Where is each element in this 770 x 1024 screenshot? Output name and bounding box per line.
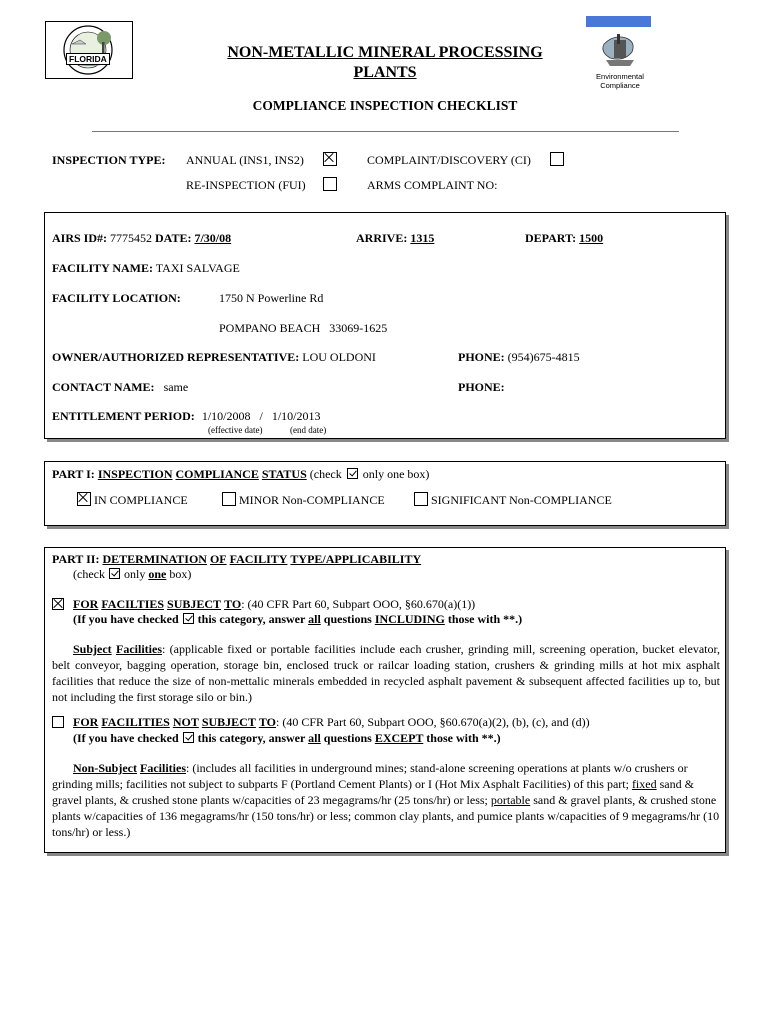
subject-instr-including: INCLUDING [374,612,445,626]
subject-instr-pre: (If you have checked [73,612,179,626]
subject-regulation-ref: : (40 CFR Part 60, Subpart OOO, §60.670(a)(1)) [241,597,476,611]
not-subject-word-1: FOR [73,715,99,729]
reinspection-option-label: RE-INSPECTION (FUI) [186,178,306,192]
phone-row [458,350,580,365]
nonsubject-word-2: Facilities [140,761,186,775]
facility-location-label: FACILITY LOCATION: [52,291,181,305]
airs-id-label: AIRS ID#: [52,231,108,245]
part2-check-pre: (check [73,567,105,581]
part1-title-word-1: INSPECTION [97,467,173,481]
minor-noncompliance-option[interactable] [222,492,385,508]
part1-title-word-3: STATUS [261,467,307,481]
complaint-checkbox-mark [550,152,564,166]
airs-id-row [52,231,231,246]
facility-address-line-1: 1750 N Powerline Rd [219,291,324,305]
in-compliance-label: IN COMPLIANCE [94,493,188,507]
owner-label: OWNER/AUTHORIZED REPRESENTATIVE: [52,350,300,364]
not-subject-word-3: NOT [172,715,199,729]
title-line-1: NON-METALLIC MINERAL PROCESSING [227,44,543,61]
contact-value: same [163,380,189,394]
end-date-note: (end date) [290,425,327,435]
subject-word-1: FOR [73,597,99,611]
not-subject-to-heading [73,715,590,730]
phone2-label: PHONE: [458,380,505,394]
minor-noncompliance-label: MINOR Non-COMPLIANCE [239,493,385,507]
subject-instr-questions: questions [323,612,372,626]
checkmark-icon [183,732,194,743]
inspection-type-label-text: INSPECTION TYPE: [52,153,166,167]
complaint-checkbox[interactable] [550,152,564,168]
florida-logo-label: FLORIDA [66,53,110,65]
date-label: DATE: [155,231,192,245]
subject-word-4: TO [224,597,242,611]
not-subject-word-5: TO [258,715,276,729]
not-subject-word-2: FACILITIES [101,715,170,729]
subject-instr-all: all [308,612,321,626]
part2-title-word-3: FACILITY [229,552,288,566]
part2-title-word-4: TYPE/APPLICABILITY [290,552,422,566]
header-divider [92,131,679,132]
not-subject-instr-end: those with **.) [426,731,501,745]
title-line-2: PLANTS [353,64,417,81]
logo-line-compliance: Compliance [600,81,640,90]
annual-checkbox-mark [323,152,337,166]
entitlement-start: 1/10/2008 [201,409,251,423]
in-compliance-option[interactable] [77,492,188,508]
reinspection-checkbox[interactable] [323,177,337,193]
date-value: 7/30/08 [194,231,232,245]
depart-value: 1500 [579,231,604,245]
depart-label: DEPART: [525,231,577,245]
not-subject-to-checkbox[interactable] [52,715,64,730]
entitlement-label: ENTITLEMENT PERIOD: [52,409,195,423]
minor-noncompliance-checkbox[interactable] [222,492,236,506]
entitlement-separator: / [259,409,263,423]
subject-word-2: FACILTIES [101,597,165,611]
document-title [160,43,610,83]
nonsubject-text-1: : (includes all facilities in underground mines; stand-alone screening operations at plants w/o crushers or grinding mills; facilities not subject to subparts F (Portland Cement Plants) or I (Hot Mix Asphalt Facilities) of this part; [52,761,688,791]
not-subject-instr-questions: questions [323,731,372,745]
not-subject-word-4: SUBJECT [201,715,256,729]
facility-name-row [52,261,240,276]
arrive-value: 1315 [410,231,435,245]
phone-value: (954)675-4815 [507,350,580,364]
part2-title-word-1: DETERMINATION [102,552,207,566]
not-subject-to-instruction [73,731,501,746]
subject-word-3: SUBJECT [167,597,222,611]
subject-facilities-word-2: Facilities [116,642,162,656]
subject-facilities-word-1: Subject [73,642,112,656]
logo-line-environmental: Environmental [596,72,644,81]
owner-value: LOU OLDONI [302,350,376,364]
document-subtitle: COMPLIANCE INSPECTION CHECKLIST [252,98,518,113]
not-subject-instr-pre: (If you have checked [73,731,179,745]
significant-noncompliance-label: SIGNIFICANT Non-COMPLIANCE [431,493,612,507]
subject-facilities-paragraph [52,641,720,705]
part1-title-word-2: COMPLIANCE [175,467,259,481]
not-subject-regulation-ref: : (40 CFR Part 60, Subpart OOO, §60.670(a)(2), (b), (c), and (d)) [275,715,590,729]
checkmark-icon [183,613,194,624]
contact-label: CONTACT NAME: [52,380,155,394]
subject-to-checkbox-mark [52,598,64,610]
part2-heading [52,552,421,567]
part1-check-pre: (check [309,467,342,481]
florida-seal-logo [45,21,133,79]
subject-instr-mid: this category, answer [197,612,306,626]
checkmark-icon [109,568,120,579]
part2-check-only: only [123,567,146,581]
nonsubject-text-3: sand & gravel plants, & crushed stone plants w/capacities of 136 megagrams/hr (150 tons/hr) or less; common clay plants, and pumice plants w/capacities of 9 megagrams/hr (10 tons/hr) or less.) [52,793,720,839]
not-subject-instr-all: all [308,731,321,745]
annual-checkbox[interactable] [323,152,337,168]
significant-noncompliance-checkbox[interactable] [414,492,428,506]
part2-check-box: box) [169,567,192,581]
not-subject-instr-except: EXCEPT [374,731,424,745]
arrive-label: ARRIVE: [356,231,408,245]
part2-prefix: PART II: [52,552,100,566]
in-compliance-checkbox[interactable] [77,492,91,506]
airs-id-value: 7775452 [110,231,153,245]
nonsubject-word-1: Non-Subject [73,761,138,775]
nonsubject-text-2: sand & gravel plants, & crushed stone plants w/capacities of 23 megagrams/hr (25 tons/hr) or less; [52,777,694,807]
depart-row [525,231,603,246]
subject-facilities-text: : (applicable fixed or portable facilities include each crusher, grinding mill, screening operation, bucket elevator, belt conveyor, bagging operation, storage bin, enclosed truck or railcar loading station, crushers & grinding mills at hot mix asphalt facilities that reduce the size of non-mettalic minerals embedded in recycled asphalt pavement & subsequent affected facilities up to, but not including the first storage silo or bin.) [52,642,721,704]
contact-row [52,380,188,395]
nonsubject-portable: portable [490,793,531,807]
subject-to-instruction [73,612,522,627]
part2-title-word-2: OF [209,552,227,566]
arms-complaint-label: ARMS COMPLAINT NO: [367,178,498,192]
part1-prefix: PART I: [52,467,95,481]
subject-to-heading [73,597,475,612]
reinspection-checkbox-mark [323,177,337,191]
entitlement-row [52,409,321,424]
subject-to-checkbox[interactable] [52,597,64,612]
header-blue-bar [586,16,651,27]
facility-name-label: FACILITY NAME: [52,261,153,275]
part1-check-post: only one box) [362,467,430,481]
nonsubject-fixed: fixed [631,777,657,791]
part2-check-instruction [73,567,191,582]
not-subject-instr-mid: this category, answer [197,731,306,745]
non-subject-facilities-paragraph [52,760,720,840]
entitlement-end: 1/10/2013 [271,409,321,423]
not-subject-to-checkbox-mark [52,716,64,728]
significant-noncompliance-option[interactable] [414,492,612,508]
arrive-row [356,231,434,246]
annual-option-label: ANNUAL (INS1, INS2) [186,153,304,167]
part2-check-one: one [148,567,167,581]
facility-name-value: TAXI SALVAGE [155,261,240,275]
owner-row [52,350,376,365]
part1-heading [52,467,429,482]
facility-address-line-2: POMPANO BEACH 33069-1625 [219,321,388,335]
effective-date-note: (effective date) [208,425,263,435]
subject-instr-end: those with **.) [447,612,523,626]
phone-label: PHONE: [458,350,505,364]
complaint-option-label: COMPLAINT/DISCOVERY (CI) [367,153,531,167]
checkmark-icon [347,468,358,479]
inspection-type-label [52,153,165,168]
